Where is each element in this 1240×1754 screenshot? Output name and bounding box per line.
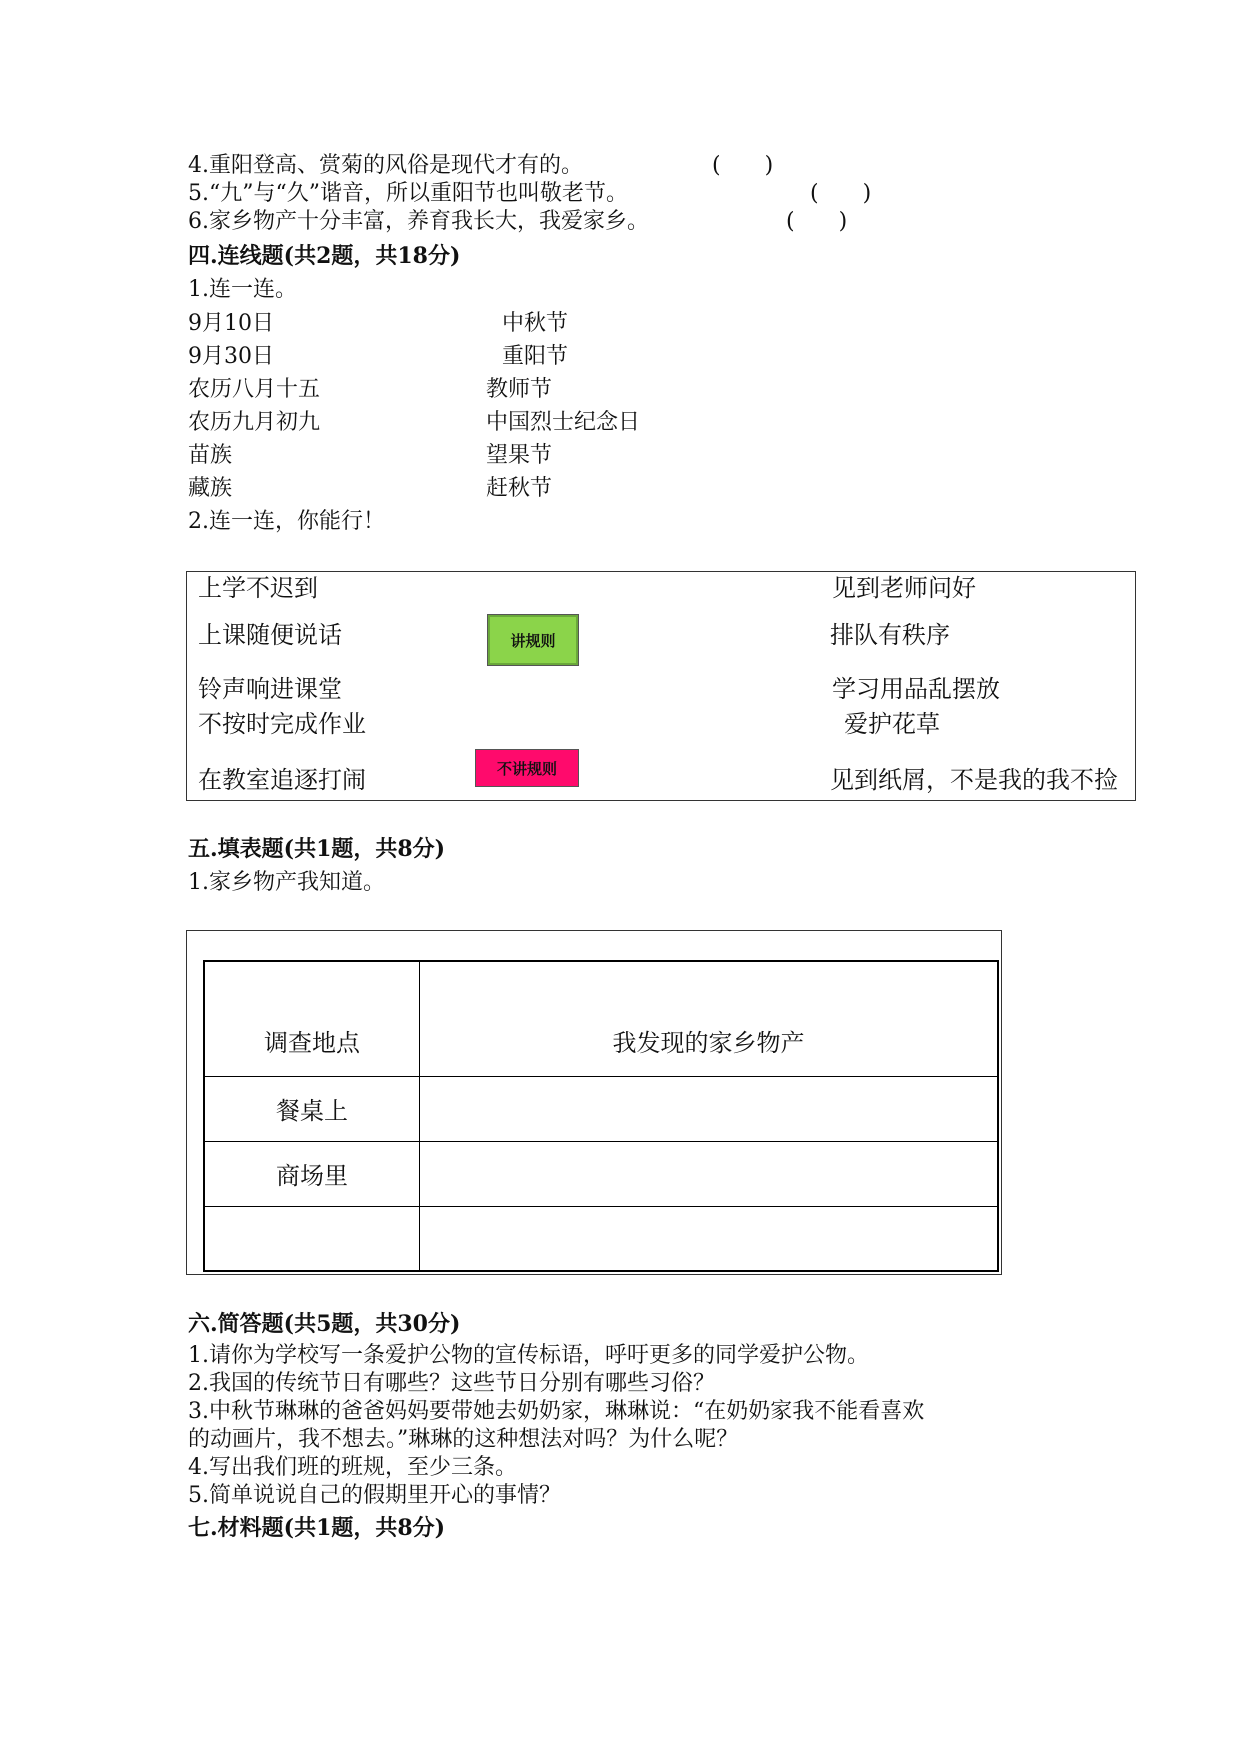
short-answer-1: 1.请你为学校写一条爱护公物的宣传标语，呼吁更多的同学爱护公物。 — [188, 1343, 869, 1368]
match-right-6: 赶秋节 — [486, 476, 553, 501]
match-right-2: 重阳节 — [502, 344, 569, 369]
rule-right-5: 见到纸屑，不是我的我不捡 — [830, 766, 1118, 794]
match-left-2: 9月30日 — [188, 344, 274, 369]
cell-products-input[interactable] — [420, 1206, 999, 1271]
answer-blank-5[interactable]: ( ) — [810, 181, 872, 206]
judgement-item-6: 6.家乡物产十分丰富，养育我长大，我爱家乡。 — [188, 209, 649, 234]
cell-products-input[interactable] — [420, 1076, 999, 1141]
match-left-4: 农历九月初九 — [188, 410, 321, 435]
short-answer-2: 2.我国的传统节日有哪些？这些节日分别有哪些习俗？ — [188, 1371, 715, 1396]
match-left-5: 苗族 — [188, 443, 233, 468]
rule-left-4: 不按时完成作业 — [198, 710, 366, 738]
cell-products-input[interactable] — [420, 1141, 999, 1206]
short-answer-3-cont: 的动画片，我不想去。”琳琳的这种想法对吗？为什么呢？ — [188, 1427, 739, 1452]
section-4-title: 四.连线题(共2题，共18分) — [188, 243, 461, 269]
table-row — [204, 1206, 998, 1271]
section-5-title: 五.填表题(共1题，共8分) — [188, 836, 446, 862]
rule-left-2: 上课随便说话 — [198, 621, 342, 649]
table-row — [204, 1141, 998, 1206]
survey-table — [203, 960, 999, 1272]
rule-right-2: 排队有秩序 — [830, 621, 950, 649]
short-answer-5: 5.简单说说自己的假期里开心的事情？ — [188, 1483, 561, 1508]
short-answer-3: 3.中秋节琳琳的爸爸妈妈要带她去奶奶家，琳琳说：“在奶奶家我不能看喜欢 — [188, 1399, 925, 1424]
judgement-item-5: 5.“九”与“久”谐音，所以重阳节也叫敬老节。 — [188, 181, 628, 206]
rule-left-5: 在教室追逐打闹 — [198, 766, 366, 794]
match-right-3: 教师节 — [486, 377, 553, 402]
short-answer-4: 4.写出我们班的班规，至少三条。 — [188, 1455, 517, 1480]
match-left-6: 藏族 — [188, 476, 233, 501]
tag-break-rules[interactable]: 不讲规则 — [475, 749, 579, 787]
section-4-q1: 1.连一连。 — [188, 277, 297, 302]
rule-right-1: 见到老师问好 — [832, 574, 976, 602]
section-4-q2: 2.连一连，你能行！ — [188, 509, 385, 534]
cell-location: 商场里 — [204, 1141, 420, 1206]
tag-follow-rules[interactable]: 讲规则 — [487, 614, 579, 666]
match-left-3: 农历八月十五 — [188, 377, 321, 402]
match-left-1: 9月10日 — [188, 311, 274, 336]
match-right-5: 望果节 — [486, 443, 553, 468]
rule-right-4: 爱护花草 — [844, 710, 940, 738]
section-7-title: 七.材料题(共1题，共8分) — [188, 1515, 446, 1541]
rule-left-1: 上学不迟到 — [198, 574, 318, 602]
table-row — [204, 1076, 998, 1141]
section-5-q1: 1.家乡物产我知道。 — [188, 870, 385, 895]
answer-blank-4[interactable]: ( ) — [712, 153, 774, 178]
header-location: 调查地点 — [204, 961, 420, 1076]
answer-blank-6[interactable]: ( ) — [786, 209, 848, 234]
cell-location-input[interactable] — [204, 1206, 420, 1271]
match-right-4: 中国烈士纪念日 — [486, 410, 641, 435]
rule-right-3: 学习用品乱摆放 — [832, 675, 1000, 703]
judgement-item-4: 4.重阳登高、赏菊的风俗是现代才有的。 — [188, 153, 583, 178]
header-products: 我发现的家乡物产 — [420, 961, 999, 1076]
match-right-1: 中秋节 — [502, 311, 569, 336]
cell-location: 餐桌上 — [204, 1076, 420, 1141]
section-6-title: 六.简答题(共5题，共30分) — [188, 1311, 461, 1337]
rule-left-3: 铃声响进课堂 — [198, 675, 342, 703]
